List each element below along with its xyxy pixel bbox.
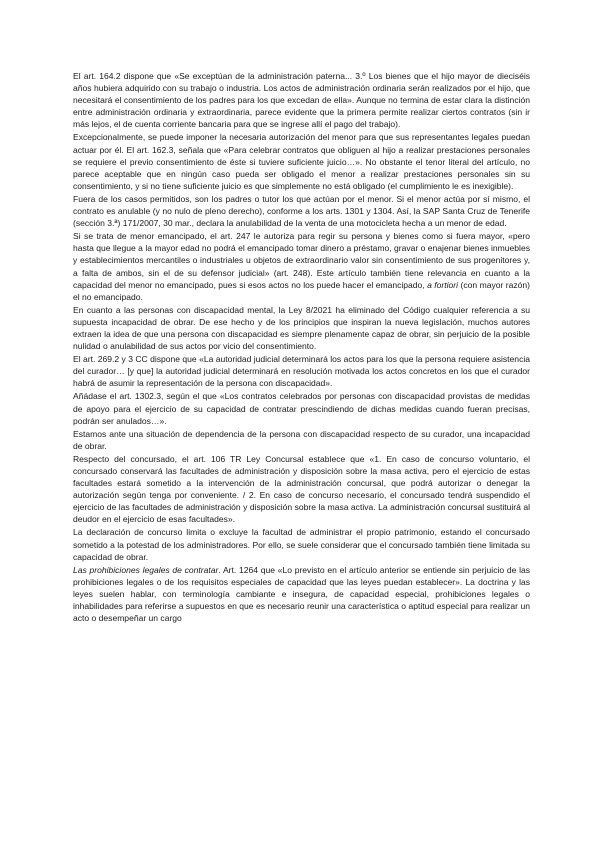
italic-text-run: Las prohibiciones legales de contratar (73, 564, 219, 575)
paragraph (73, 564, 530, 624)
text-run: Excepcionalmente, se puede imponer la necesaria autorización del menor para que sus representantes legales puedan actuar por él. El art. 162.3, señala que «Para celebrar contratos que obliguen al hijo a realizar prestaciones personales se requiere el previo consentimiento de éste si tuviere suficiente juicio…». No obstante el tenor literal del artículo, no parece aceptable que en ningún caso pueda ser obligado el menor a realizar prestaciones personales sin su consentimiento, y si no tiene suficiente juicio es que simplemente no está obligado (el cumplimiento le es inexigible). (73, 132, 530, 191)
italic-text-run: a fortiori (427, 279, 459, 290)
text-run: . Art. 1264 que «Lo previsto en el artículo anterior se entiende sin perjuicio de las prohibiciones legales o de los requisitos especiales de capacidad que las leyes puedan establecer». La doctrina y las leyes suelen hablar, con terminología cambiante e insegura, de capacidad especial, prohibiciones legales o inhabilidades para referirse a supuestos en que es necesario reunir una característica o aptitud especial para realizar un acto o desempeñar un cargo (73, 564, 531, 624)
body-text (73, 70, 530, 624)
paragraph (73, 353, 530, 389)
text-run: El art. 164.2 dispone que «Se exceptúan de la administración paterna... 3.º Los bienes que el hijo mayor de dieciséis años hubiera adquirido con su trabajo o industria. Los actos de administración ordinaria serán realizados por el hijo, que necesitará el consentimiento de los padres para los que excedan de ella». Aunque no termina de estar clara la distinción entre administración ordinaria y extraordinaria, parece evidente que la primera permite realizar ciertos contratos (sin ir más lejos, el de cuenta corriente bancaria para que se ingrese allí el pago del trabajo). (73, 71, 530, 130)
paragraph (73, 390, 530, 426)
paragraph (73, 230, 530, 303)
text-run: Estamos ante una situación de dependencia de la persona con discapacidad respecto de su curador, una incapacidad de obrar. (73, 428, 530, 451)
paragraph (73, 526, 530, 562)
paragraph (73, 453, 530, 526)
paragraph (73, 70, 530, 130)
paragraph (73, 428, 530, 452)
text-run: En cuanto a las personas con discapacidad mental, la Ley 8/2021 ha eliminado del Código cualquier referencia a su supuesta incapacidad de obrar. De ese hecho y de los principios que inspiran la nueva legislación, muchos autores extraen la idea de que una persona con discapacidad es siempre plenamente capaz de obrar, sin perjuicio de la posible nulidad o anulabilidad de sus actos por vicio del consentimiento. (73, 304, 530, 352)
paragraph (73, 131, 530, 191)
text-run: La declaración de concurso limita o excluye la facultad de administrar el propio patrimonio, estando el concursado sometido a la potestad de los administradores. Por ello, se suele considerar que el concursado también tiene limitada su capacidad de obrar. (73, 527, 530, 562)
text-run: Respecto del concursado, el art. 106 TR Ley Concursal establece que «1. En caso de concurso voluntario, el concursado conservará las facultades de administración y disposición sobre la masa activa, pero el ejercicio de estas facultades estará sometido a la intervención de la administración concursal, que podrá autorizar o denegar la autorización según tenga por conveniente. / 2. En caso de concurso necesario, el concursado tendrá suspendido el ejercicio de las facultades de administración y disposición sobre la masa activa. La administración concursal sustituirá al deudor en el ejercicio de esas facultades». (73, 453, 530, 525)
paragraph (73, 304, 530, 352)
text-run: Si se trata de menor emancipado, el art. 247 le autoriza para regir su persona y bienes como si fuera mayor, «pero hasta que llegue a la mayor edad no podrá el emancipado tomar dinero a préstamo, gravar o enajenar bienes inmuebles y establecimientos mercantiles o industriales u objetos de extraordinario valor sin consentimiento de sus progenitores y, a falta de ambos, sin el de su defensor judicial» (art. 248). Este artículo también tiene relevancia en cuanto a la capacidad del menor no emancipado, pues si esos actos no los puede hacer el emancipado, (73, 231, 530, 290)
text-run: El art. 269.2 y 3 CC dispone que «La autoridad judicial determinará los actos para los que la persona requiere asistencia del curador… [y que] la autoridad judicial determinará en resolución motivada los actos concretos en los que el curador habrá de asumir la representación de la persona con discapacidad». (73, 354, 530, 389)
text-run: Fuera de los casos permitidos, son los padres o tutor los que actúan por el menor. Si el menor actúa por sí mismo, el contrato es anulable (y no nulo de pleno derecho), conforme a los arts. 1301 y 1304. Así, la SAP Santa Cruz de Tenerife (sección 3.ª) 171/2007, 30 mar., declara la anulabilidad de la venta de una motocicleta hecha a un menor de edad. (73, 193, 530, 229)
paragraph (73, 193, 530, 229)
text-run: Añádase el art. 1302.3, según el que «Los contratos celebrados por personas con discapacidad provistas de medidas de apoyo para el ejercicio de su capacidad de contratar prescindiendo de dichas medidas cuando fueran precisas, podrán ser anulados…». (73, 391, 530, 426)
text-run: (con mayor razón) el no emancipado. (73, 279, 530, 302)
